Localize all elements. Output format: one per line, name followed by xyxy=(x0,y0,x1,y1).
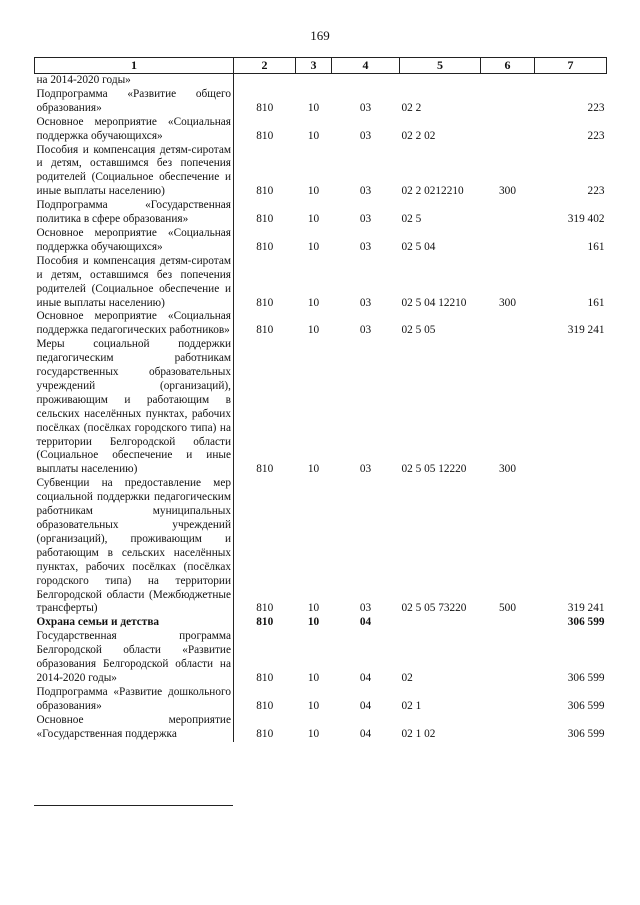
table-row xyxy=(35,88,607,116)
cell-name: Пособия и компенсация детям-сиротам и детям, оставшимся без попечения родителей (Социальное обеспечение и иные выплаты населению) xyxy=(35,255,234,311)
cell-admin-code: 810 xyxy=(256,727,274,740)
cell-section: 10 xyxy=(307,602,320,615)
cell-expense-type xyxy=(481,616,535,630)
cell-target-code: 02 1 xyxy=(401,699,422,712)
cell-admin-code: 810 xyxy=(256,463,274,476)
header-col-6: 6 xyxy=(481,58,535,74)
cell-name: Основное мероприятие «Социальная поддержка обучающихся» xyxy=(35,116,234,144)
cell-section xyxy=(296,74,332,88)
cell-section: 10 xyxy=(307,699,320,712)
cell-amount: 223 xyxy=(587,129,605,142)
table-row xyxy=(35,144,607,200)
cell-expense-type xyxy=(481,714,535,742)
table-row xyxy=(35,686,607,714)
cell-target-code: 02 5 04 xyxy=(401,240,436,253)
cell-section: 10 xyxy=(307,240,320,253)
table-row xyxy=(35,227,607,255)
cell-target-code: 02 2 02 xyxy=(401,129,436,142)
cell-section: 10 xyxy=(307,101,320,114)
cell-name: Меры социальной поддержки педагогическим работникам государственных образовательных учреждений (организаций), проживающим и работающим в сельских населённых пунктах, рабочих посёлках (посёлках городского типа) на территории Белгородской области (Социальное обеспечение и иные выплаты населению) xyxy=(35,338,234,477)
cell-admin-code xyxy=(234,74,296,88)
cell-subsection: 03 xyxy=(359,296,372,309)
cell-expense-type xyxy=(481,74,535,88)
cell-expense-type xyxy=(481,88,535,116)
table-row xyxy=(35,310,607,338)
cell-target-code: 02 5 05 12220 xyxy=(401,463,467,476)
cell-expense-type: 300 xyxy=(499,463,516,476)
cell-amount: 319 402 xyxy=(567,213,605,226)
cell-subsection: 03 xyxy=(359,240,372,253)
cell-name: Основное мероприятие «Социальная поддержка педагогических работников» xyxy=(35,310,234,338)
cell-expense-type xyxy=(481,630,535,686)
cell-subsection: 04 xyxy=(359,671,372,684)
cell-subsection: 04 xyxy=(359,699,372,712)
cell-section: 10 xyxy=(307,463,320,476)
cell-subsection: 03 xyxy=(359,463,372,476)
cell-expense-type xyxy=(481,227,535,255)
cell-name: Основное мероприятие «Социальная поддержка обучающихся» xyxy=(35,227,234,255)
cell-section: 10 xyxy=(307,213,320,226)
cell-expense-type: 300 xyxy=(499,296,516,309)
cell-amount xyxy=(535,74,607,88)
cell-section: 10 xyxy=(307,129,320,142)
table-row xyxy=(35,630,607,686)
cell-target-code: 02 2 0212210 xyxy=(401,185,464,198)
cell-target-code: 02 1 02 xyxy=(401,727,436,740)
cell-subsection: 03 xyxy=(359,185,372,198)
table-row xyxy=(35,616,607,630)
budget-table xyxy=(34,57,607,742)
cell-target-code: 02 xyxy=(401,671,413,684)
cell-expense-type: 500 xyxy=(499,602,516,615)
cell-amount: 306 599 xyxy=(567,616,605,629)
cell-subsection: 03 xyxy=(359,129,372,142)
cell-admin-code: 810 xyxy=(256,296,274,309)
cell-expense-type: 300 xyxy=(499,185,516,198)
header-col-5: 5 xyxy=(400,58,481,74)
cell-name: Охрана семьи и детства xyxy=(35,616,234,630)
cell-name: Подпрограмма «Развитие дошкольного образования» xyxy=(35,686,234,714)
table-row xyxy=(35,199,607,227)
cell-expense-type xyxy=(481,686,535,714)
cell-admin-code: 810 xyxy=(256,602,274,615)
cell-name: Подпрограмма «Развитие общего образования» xyxy=(35,88,234,116)
cell-subsection: 04 xyxy=(359,727,372,740)
header-col-4: 4 xyxy=(332,58,400,74)
header-col-3: 3 xyxy=(296,58,332,74)
header-col-2: 2 xyxy=(234,58,296,74)
cell-target-code: 02 5 xyxy=(401,213,422,226)
cell-subsection: 03 xyxy=(359,602,372,615)
cell-admin-code: 810 xyxy=(256,185,274,198)
cell-section: 10 xyxy=(307,296,320,309)
cell-target-code: 02 5 04 12210 xyxy=(401,296,467,309)
cell-subsection: 03 xyxy=(359,101,372,114)
cell-name: на 2014-2020 годы» xyxy=(35,74,234,88)
cell-amount: 223 xyxy=(587,101,605,114)
cell-admin-code: 810 xyxy=(256,101,274,114)
header-col-1: 1 xyxy=(35,58,234,74)
page-number: 169 xyxy=(310,28,330,43)
cell-target-code: 02 5 05 xyxy=(401,324,436,337)
cell-amount: 306 599 xyxy=(567,671,605,684)
header-col-7: 7 xyxy=(535,58,607,74)
cell-name: Пособия и компенсация детям-сиротам и детям, оставшимся без попечения родителей (Социальное обеспечение и иные выплаты населению) xyxy=(35,144,234,200)
table-row xyxy=(35,116,607,144)
cell-section: 10 xyxy=(307,616,320,629)
cell-target-code: 02 2 xyxy=(401,101,422,114)
cell-admin-code: 810 xyxy=(256,616,274,629)
cell-name: Государственная программа Белгородской области «Развитие образования Белгородской области на 2014-2020 годы» xyxy=(35,630,234,686)
cell-amount: 161 xyxy=(587,240,605,253)
cell-section: 10 xyxy=(307,671,320,684)
cell-target-code xyxy=(400,616,481,630)
cell-subsection: 03 xyxy=(359,324,372,337)
cell-target-code xyxy=(400,74,481,88)
bottom-rule xyxy=(34,805,233,806)
cell-admin-code: 810 xyxy=(256,671,274,684)
table-row xyxy=(35,338,607,477)
cell-expense-type xyxy=(481,199,535,227)
cell-amount: 319 241 xyxy=(567,602,605,615)
cell-amount: 223 xyxy=(587,185,605,198)
cell-subsection xyxy=(332,74,400,88)
table-row xyxy=(35,74,607,88)
cell-name: Подпрограмма «Государственная политика в сфере образования» xyxy=(35,199,234,227)
table-row xyxy=(35,477,607,616)
cell-admin-code: 810 xyxy=(256,213,274,226)
header-row xyxy=(35,58,607,74)
cell-expense-type xyxy=(481,116,535,144)
cell-section: 10 xyxy=(307,727,320,740)
cell-name: Субвенции на предоставление мер социальной поддержки педагогическим работникам муниципальных образовательных учреждений (организаций), проживающим и работающим в сельских населённых пунктах, рабочих посёлках (посёлках городского типа) на территории Белгородской области (Межбюджетные трансферты) xyxy=(35,477,234,616)
cell-section: 10 xyxy=(307,324,320,337)
cell-name: Основное мероприятие «Государственная поддержка xyxy=(35,714,234,742)
cell-target-code: 02 5 05 73220 xyxy=(401,602,467,615)
cell-expense-type xyxy=(481,310,535,338)
cell-admin-code: 810 xyxy=(256,240,274,253)
cell-amount: 319 241 xyxy=(567,324,605,337)
cell-amount xyxy=(535,338,607,477)
cell-amount: 306 599 xyxy=(567,727,605,740)
cell-admin-code: 810 xyxy=(256,129,274,142)
cell-subsection: 03 xyxy=(359,213,372,226)
table-row xyxy=(35,714,607,742)
cell-subsection: 04 xyxy=(359,616,372,629)
table-row xyxy=(35,255,607,311)
cell-section: 10 xyxy=(307,185,320,198)
cell-amount: 161 xyxy=(587,296,605,309)
table-body xyxy=(35,74,607,742)
cell-admin-code: 810 xyxy=(256,699,274,712)
cell-admin-code: 810 xyxy=(256,324,274,337)
cell-amount: 306 599 xyxy=(567,699,605,712)
